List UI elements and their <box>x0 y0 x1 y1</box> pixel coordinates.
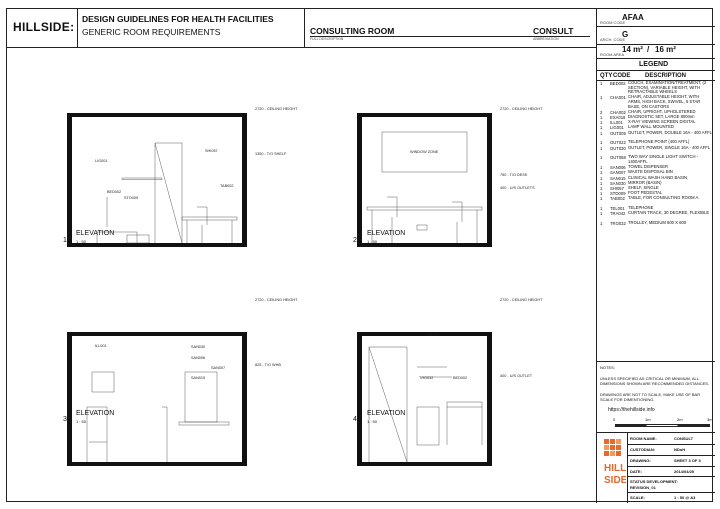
el2-note-ceiling: 2720 - CEILING HEIGHT <box>500 107 543 111</box>
el1-note-shelf: 1350 - T/O SHELF <box>255 152 287 156</box>
legend-qty: 1 <box>600 175 603 181</box>
legend-desc: CURTAIN TRACK, 30 DEGREE, FLEXIBLE <box>628 210 710 216</box>
legend-qty: 1 <box>600 145 603 151</box>
legend-header-desc: DESCRIPTION <box>645 73 687 79</box>
sheet-header <box>7 9 596 48</box>
el2-number: 2 <box>353 237 357 244</box>
legend-code: TEL001 <box>610 206 625 212</box>
legend-desc: OUTLET, POWER, SINGLE 16A - 400 AFFL <box>628 144 711 150</box>
legend-desc: TOWEL DISPENSER <box>628 164 669 170</box>
legend-code: OUT022 <box>610 140 626 146</box>
legend-code: LIG001 <box>610 125 624 131</box>
tb-custodian-value: NDoH <box>674 447 686 452</box>
el4-tag-exa016: EXA016 <box>425 333 439 337</box>
scale-label-2m: 2m <box>677 417 683 422</box>
legend-code: ILL001 <box>610 120 623 126</box>
legend-desc: MIRROR (BASIN) <box>628 179 662 185</box>
legend-code: OUT058 <box>610 155 626 161</box>
notes-title: NOTES: <box>600 365 615 370</box>
hillside-logo <box>602 437 626 497</box>
legend-qty: 1 <box>600 170 603 176</box>
legend-code: OUT009 <box>610 130 626 136</box>
el1-tag-lig001: LIG001 <box>95 159 108 163</box>
legend-desc: CLINICAL WASH HAND BASIN <box>628 174 688 180</box>
el3-tag-san030: SAN030 <box>191 345 206 349</box>
legend-code: EXA016 <box>610 115 626 120</box>
area-separator: / <box>647 45 650 54</box>
legend-header-qty: QTY <box>600 73 613 79</box>
xray-screen <box>92 372 114 392</box>
legend-desc: X-RAY VIEWING SCREEN DIGITAL <box>628 119 696 125</box>
el3-tag-ill001: ILL001 <box>95 344 107 348</box>
legend-qty: 2 <box>600 109 603 115</box>
tb-scale-value: 1 : 50 @ A3 <box>674 495 696 500</box>
legend-qty: 1 <box>600 95 603 101</box>
tb-custodian-label: CUSTODIAN: <box>630 447 656 452</box>
notes-line-2: DRAWINGS ARE NOT TO SCALE, MAKE USE OF BAR SCALE FOR DIMENTIONING. <box>600 392 701 402</box>
trolley <box>417 407 439 445</box>
legend-code: OUT030 <box>610 145 626 151</box>
legend-qty: 1 <box>600 221 603 227</box>
scale-label-3m: 3m <box>707 417 713 422</box>
el1-tag-bed002: BED002 <box>107 190 122 194</box>
guideline-title: DESIGN GUIDELINES FOR HEALTH FACILITIES <box>82 14 274 24</box>
website-link[interactable]: https://thehillside.info <box>608 407 655 413</box>
el4-tag-bed002: BED002 <box>453 376 468 380</box>
tb-scale-label: SCALE: <box>630 495 645 500</box>
legend-qty: 1 <box>600 125 603 131</box>
drawing-sheet <box>6 8 713 502</box>
legend-qty: 1 <box>600 140 603 146</box>
elevation-2 <box>357 113 492 247</box>
legend-desc: DIAGNOSTIC SET, LARGE 800mm <box>628 114 695 119</box>
el4-title: ELEVATION <box>367 410 406 417</box>
legend-code: SAN030 <box>610 180 626 186</box>
arch-code-value: G <box>622 30 629 39</box>
desk-2 <box>367 207 482 210</box>
el3-number: 3 <box>63 416 67 423</box>
svg-text:HILL: HILL <box>604 463 626 474</box>
legend-qty: 1 <box>600 115 603 120</box>
legend-code: BED002 <box>610 81 626 86</box>
legend-code: TAB002 <box>610 196 625 202</box>
elevation-4 <box>357 332 492 466</box>
legend-desc: CHAIR, ADJUSTABLE HEIGHT, WITH ARMS, HIGH BACK, SWIVEL, 5 STAR BASE, ON CASTORS <box>628 94 701 109</box>
legend-qty: 1 <box>600 191 603 197</box>
el3-tag-san006: SAN006 <box>191 356 206 360</box>
el1-title: ELEVATION <box>76 230 115 237</box>
legend-code: CHA001 <box>610 95 626 101</box>
el1-scale: 1 : 50 <box>76 239 87 244</box>
el3-note-ceiling: 2720 - CEILING HEIGHT <box>255 298 298 302</box>
room-code-value: AFAA <box>622 13 644 22</box>
el1-tag-shi057: SHI057 <box>205 149 218 153</box>
legend-desc: TELEPHONE POINT (400 AFFL) <box>628 139 690 145</box>
el3-note-whb: 825 - T/O WHB <box>255 363 281 367</box>
el3-title: ELEVATION <box>76 410 115 417</box>
tb-revision: REVISION_01 <box>630 485 656 490</box>
el4-scale: 1 : 50 <box>367 419 378 424</box>
el3-tag-san007: SAN007 <box>211 366 226 370</box>
legend-desc: CHAIR, UPRIGHT, UPHOLSTERED <box>628 108 696 114</box>
info-panel <box>596 9 715 503</box>
area-value-1: 14 m² <box>622 45 643 54</box>
el4-note-ceiling: 2720 - CEILING HEIGHT <box>500 298 543 302</box>
legend-code: SAN006 <box>610 165 626 171</box>
el2-note-desk: 750 - T/O DESK <box>500 173 528 177</box>
room-area-label: ROOM AREA <box>600 52 625 57</box>
legend-desc: TROLLEY, MEDIUM 600 X 600 <box>628 220 687 226</box>
tb-drawing-value: SHEET 3 OF 3 <box>674 458 701 463</box>
legend-code: SHI057 <box>610 186 624 191</box>
legend-desc: TWO WAY SINGLE LIGHT SWITCH - 1400AFFL <box>628 154 699 164</box>
tb-room-name-label: ROOM NAME: <box>630 436 657 441</box>
legend-qty: 1 <box>600 130 603 136</box>
legend-qty: 1 <box>600 186 603 191</box>
generic-title: GENERIC ROOM REQUIREMENTS <box>82 27 221 37</box>
legend-qty: 1 <box>600 180 603 186</box>
brand-title: HILLSIDE: <box>13 20 75 34</box>
el4-tag-tro032: TRO032 <box>419 376 434 380</box>
legend-desc: FOOT PEDESTAL <box>628 190 663 196</box>
tb-drawing-label: DRAWING: <box>630 458 651 463</box>
legend-title: LEGEND <box>639 61 669 68</box>
legend-code: SAN007 <box>610 170 626 176</box>
legend-qty: 1 <box>600 155 603 161</box>
el1-note-ceiling: 2720 - CEILING HEIGHT <box>255 107 298 111</box>
el1-tag-tab002: TAB002 <box>220 184 234 188</box>
basin-counter <box>179 422 229 425</box>
el3-tag-san015: SAN015 <box>191 376 206 380</box>
elevation-1 <box>67 113 247 247</box>
legend-desc: SHELF, SINGLE <box>628 185 659 190</box>
legend-qty: 1 <box>600 206 603 212</box>
scale-label-0: 0 <box>613 417 616 422</box>
room-name-caption: FULL DESCRIPTION <box>310 37 344 41</box>
tb-room-name-value: CONSULT <box>674 436 694 441</box>
legend-code: TRA042 <box>610 211 626 217</box>
area-value-2: 16 m² <box>655 45 676 54</box>
abbrev-caption: ABBREVIATION <box>533 37 559 41</box>
el4-number: 4 <box>353 416 357 423</box>
legend-desc: COUCH, EXAMINATION/TREATMENT, (2 SECTION), VARIABLE HEIGHT, WITH RETRACTABLE WHEELS <box>628 80 707 95</box>
legend-qty: 1 <box>600 120 603 126</box>
el2-title: ELEVATION <box>367 230 406 237</box>
legend-header-code: CODE <box>613 73 631 79</box>
tb-date-label: DATE: <box>630 469 642 474</box>
el2-scale: 1 : 50 <box>367 239 378 244</box>
el1-tag-sto009: STO009 <box>124 196 139 200</box>
abbrev-title: CONSULT <box>533 26 574 36</box>
legend-qty: 1 <box>600 196 603 202</box>
legend-code: STO009 <box>610 191 626 197</box>
legend-qty: 1 <box>600 81 603 86</box>
legend-code: CHA002 <box>610 109 626 115</box>
notes-line-1: UNLESS SPECIFIED AS CRITICAL OR MINIMUM, ALL DIMENSIONS SHOWN ARE RECOMMENDED DISTANCES. <box>600 376 710 386</box>
legend-desc: WASTE DISPOSAL BIN <box>628 169 673 175</box>
el1-number: 1 <box>63 237 67 244</box>
legend-qty: 1 <box>600 211 603 217</box>
el3-scale: 1 : 50 <box>76 419 87 424</box>
elevation-3 <box>67 332 247 466</box>
tb-status-label: STATUS DEVELOPMENT: <box>630 479 678 484</box>
tb-date-value: 2014/04/25 <box>674 469 695 474</box>
legend-code: TRO032 <box>610 221 626 227</box>
el2-window-zone: WINDOW ZONE <box>410 150 439 154</box>
legend-desc: LAMP WALL MOUNTED <box>628 124 674 130</box>
exam-couch <box>447 402 482 407</box>
room-name-title: CONSULTING ROOM <box>310 26 395 36</box>
scale-label-1m: 1m <box>645 417 651 422</box>
elevations-drawing <box>7 47 596 503</box>
legend-desc: TABLE, FOR CONSULTING ROOM A. <box>628 195 700 201</box>
legend-code: SAN015 <box>610 175 626 181</box>
arch-code-label: ARCH. CODE <box>600 37 626 42</box>
legend-qty: 1 <box>600 165 603 171</box>
el2-note-outlets: 400 - U/S OUTLETS <box>500 186 535 190</box>
el4-note-outlet: 400 - U/S OUTLET <box>500 374 533 378</box>
room-code-label: ROOM CODE <box>600 20 626 25</box>
svg-text:SIDE: SIDE <box>604 475 626 486</box>
legend-desc: OUTLET, POWER, DOUBLE 16A - 400 AFFL <box>628 129 713 135</box>
legend-desc: TELEPHONE <box>628 205 654 211</box>
